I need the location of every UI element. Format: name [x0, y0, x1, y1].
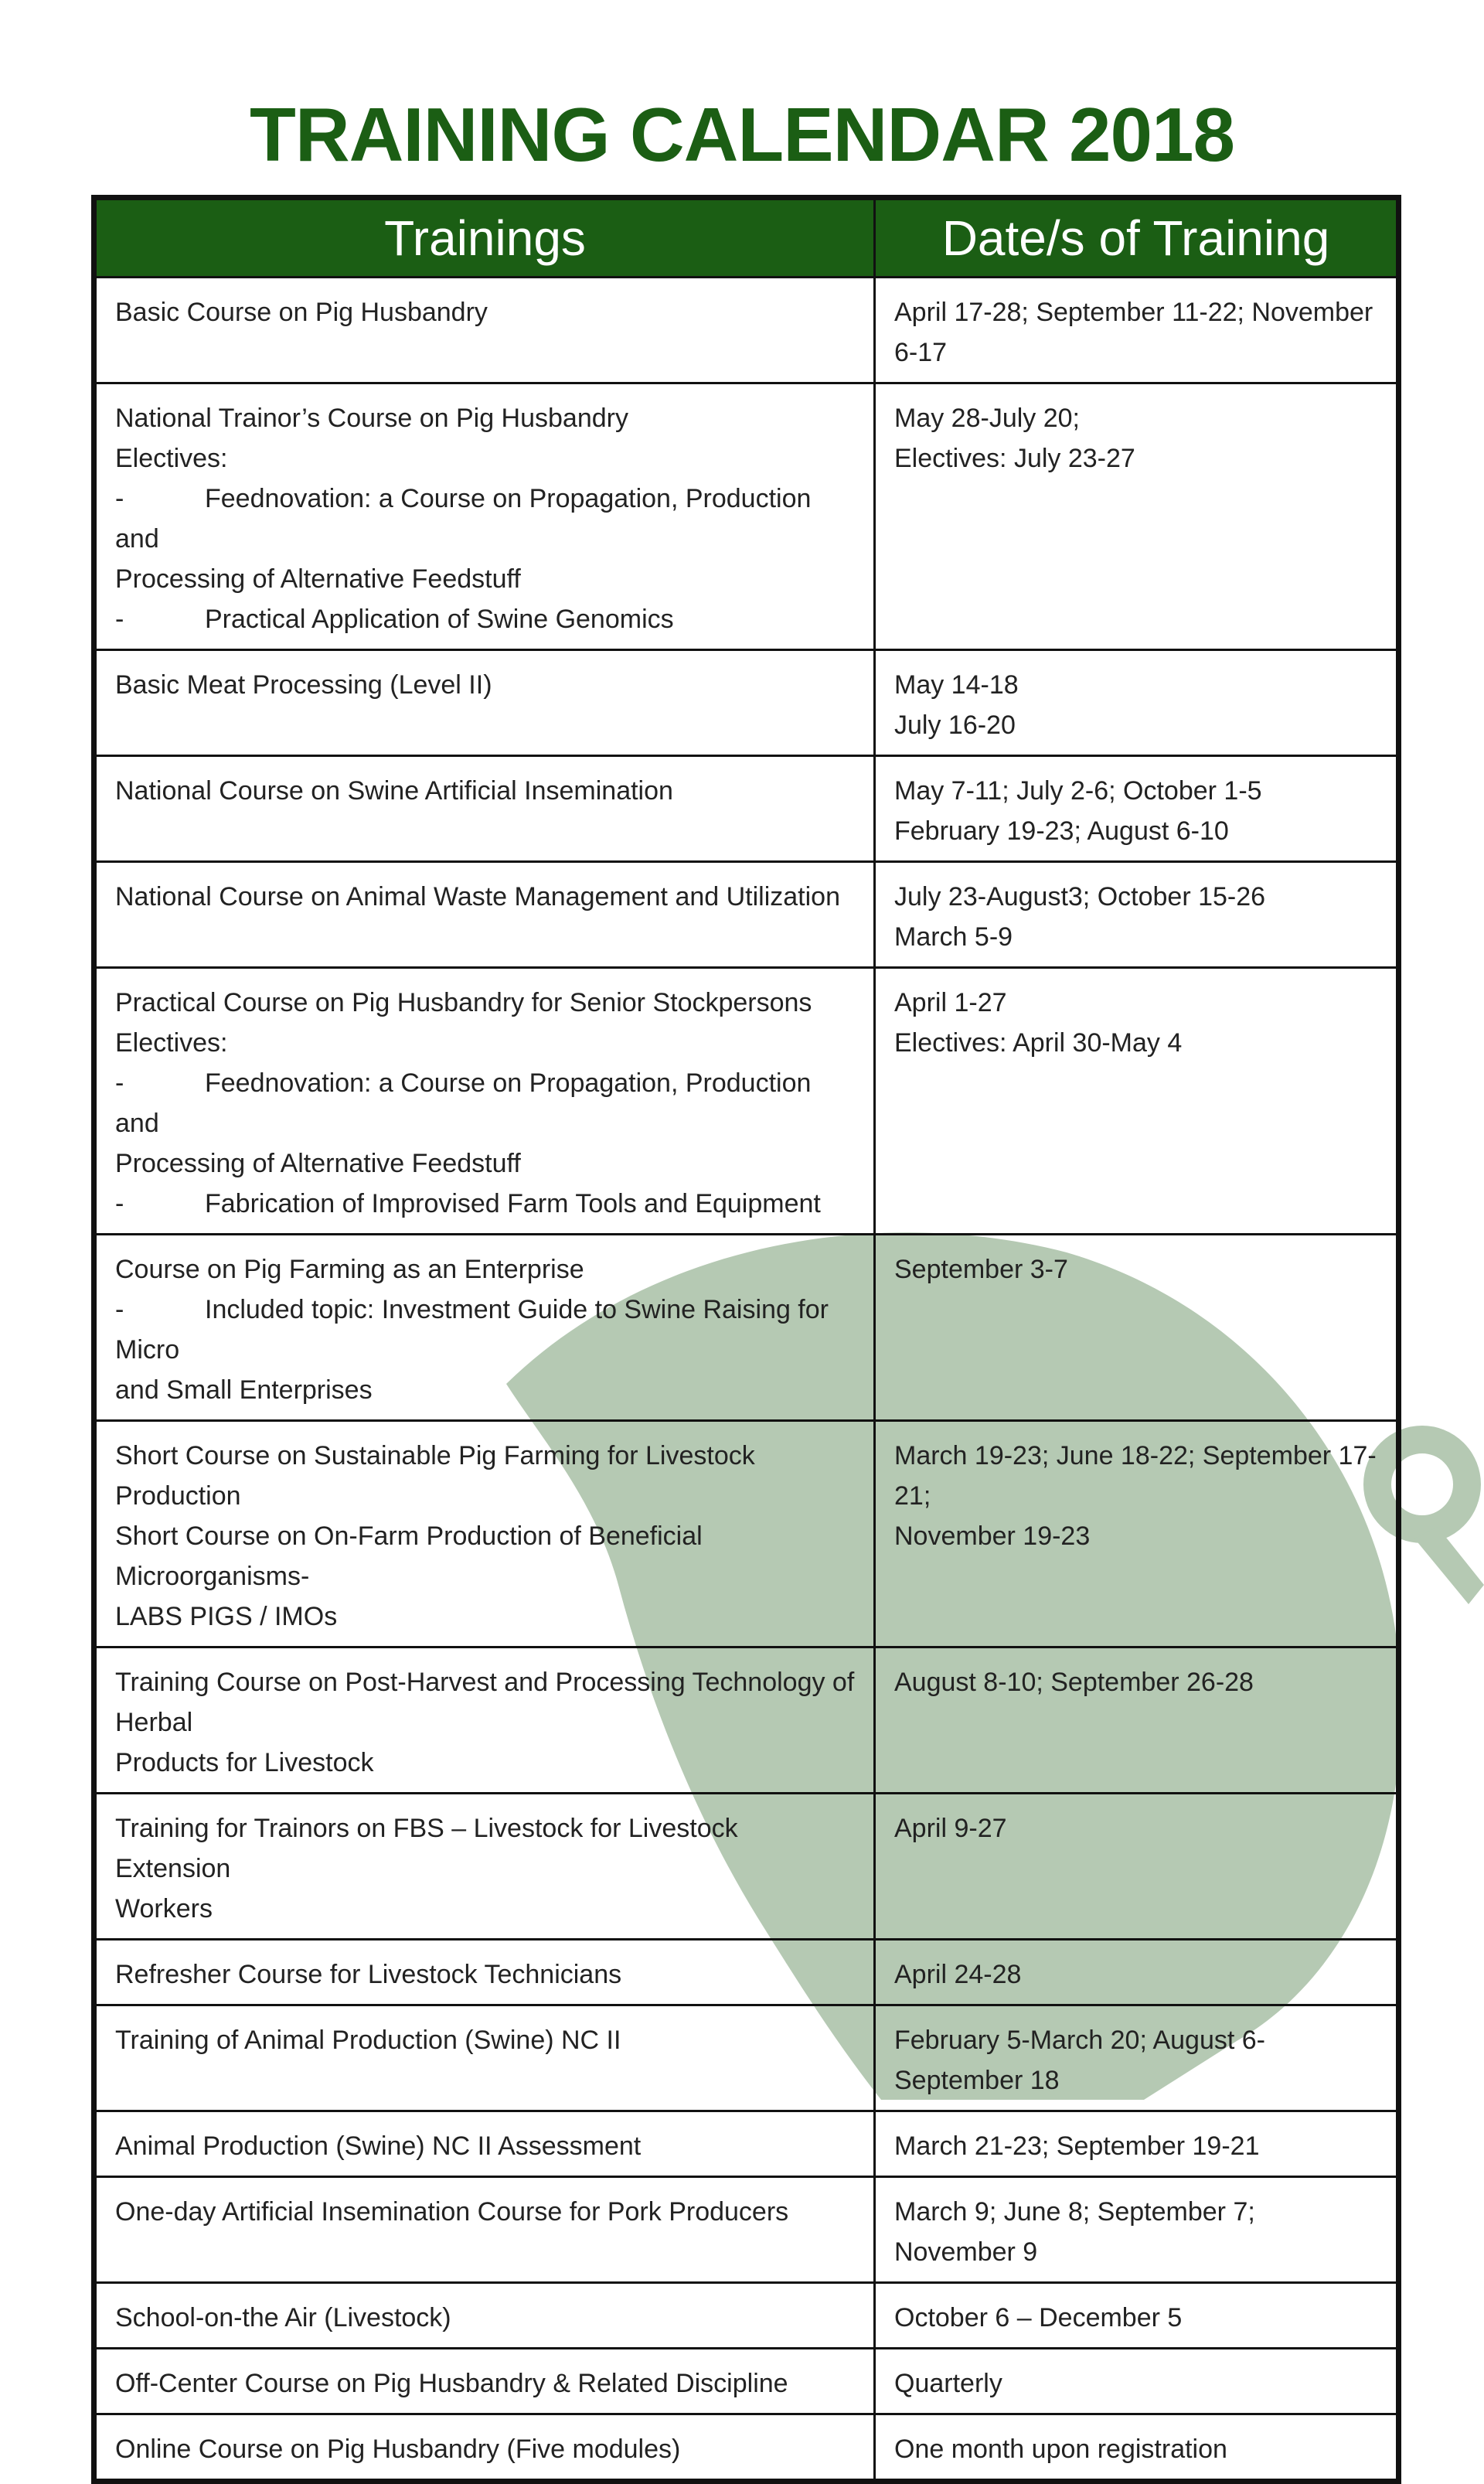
- cell-line: July 16-20: [894, 710, 1016, 740]
- table-row: [94, 968, 1399, 1235]
- training-name-cell: [94, 2111, 875, 2177]
- bullet-line: - Fabrication of Improvised Farm Tools and Equipment: [115, 1189, 821, 1218]
- cell-line: May 14-18: [894, 670, 1019, 700]
- table-row: [94, 2414, 1399, 2482]
- training-name-cell: [94, 1235, 875, 1421]
- table-row: [94, 1940, 1399, 2005]
- cell-line: Off-Center Course on Pig Husbandry & Related Discipline: [115, 2369, 788, 2398]
- training-name-cell: [94, 968, 875, 1235]
- cell-line: Electives: April 30-May 4: [894, 1028, 1183, 1058]
- table-row: [94, 2349, 1399, 2414]
- cell-line: Short Course on On-Farm Production of Beneficial Microorganisms-: [115, 1521, 703, 1591]
- training-name-cell: [94, 1421, 875, 1647]
- training-name-cell: [94, 2283, 875, 2349]
- training-name-cell: [94, 862, 875, 968]
- cell-line: March 5-9: [894, 922, 1013, 952]
- cell-line: and Small Enterprises: [115, 1375, 373, 1405]
- cell-line: March 19-23; June 18-22; September 17-21;: [894, 1441, 1377, 1511]
- cell-line: May 7-11; July 2-6; October 1-5: [894, 776, 1262, 806]
- cell-line: April 1-27: [894, 988, 1007, 1017]
- table-row: [94, 1421, 1399, 1647]
- cell-line: Electives:: [115, 444, 228, 473]
- bullet-line: - Feednovation: a Course on Propagation, Production and: [115, 1068, 812, 1138]
- training-dates-cell: [875, 2414, 1399, 2482]
- training-name-cell: [94, 756, 875, 862]
- cell-line: Course on Pig Farming as an Enterprise: [115, 1255, 584, 1284]
- training-dates-cell: [875, 2283, 1399, 2349]
- cell-line: Short Course on Sustainable Pig Farming for Livestock Production: [115, 1441, 755, 1511]
- table-row: [94, 2177, 1399, 2283]
- table-header-row: [94, 198, 1399, 278]
- table-row: [94, 278, 1399, 383]
- cell-line: LABS PIGS / IMOs: [115, 1602, 338, 1631]
- training-dates-cell: [875, 650, 1399, 756]
- training-name-cell: [94, 2005, 875, 2111]
- cell-line: Electives:: [115, 1028, 228, 1058]
- cell-line: Online Course on Pig Husbandry (Five modules): [115, 2435, 681, 2464]
- training-dates-cell: [875, 1794, 1399, 1940]
- table-body: [94, 278, 1399, 2482]
- table-row: [94, 1647, 1399, 1794]
- training-dates-cell: [875, 1940, 1399, 2005]
- training-dates-cell: [875, 278, 1399, 383]
- header-dates: Date/s of Training: [875, 198, 1399, 278]
- training-name-cell: [94, 1647, 875, 1794]
- cell-line: November 19-23: [894, 1521, 1091, 1551]
- cell-line: National Course on Swine Artificial Insemination: [115, 776, 673, 806]
- cell-line: April 9-27: [894, 1814, 1007, 1843]
- cell-line: February 19-23; August 6-10: [894, 816, 1229, 846]
- cell-line: 6-17: [894, 338, 948, 367]
- table-row: [94, 383, 1399, 650]
- training-dates-cell: [875, 968, 1399, 1235]
- cell-line: April 24-28: [894, 1960, 1022, 1989]
- training-dates-cell: [875, 756, 1399, 862]
- training-name-cell: [94, 1940, 875, 2005]
- cell-line: Processing of Alternative Feedstuff: [115, 1149, 521, 1178]
- cell-line: Practical Course on Pig Husbandry for Senior Stockpersons: [115, 988, 812, 1017]
- cell-line: Products for Livestock: [115, 1748, 374, 1777]
- training-dates-cell: [875, 383, 1399, 650]
- cell-line: Quarterly: [894, 2369, 1002, 2398]
- table-row: [94, 650, 1399, 756]
- training-dates-cell: [875, 2349, 1399, 2414]
- training-dates-cell: [875, 1647, 1399, 1794]
- table-row: [94, 2111, 1399, 2177]
- cell-line: School-on-the Air (Livestock): [115, 2303, 451, 2332]
- bullet-line: - Included topic: Investment Guide to Swine Raising for Micro: [115, 1295, 829, 1365]
- cell-line: Training of Animal Production (Swine) NC II: [115, 2026, 621, 2055]
- table-row: [94, 1235, 1399, 1421]
- header-trainings: Trainings: [94, 198, 875, 278]
- cell-line: National Trainor’s Course on Pig Husbandry: [115, 404, 628, 433]
- training-calendar-table: [91, 195, 1401, 2484]
- training-name-cell: [94, 278, 875, 383]
- training-dates-cell: [875, 2111, 1399, 2177]
- bullet-line: - Practical Application of Swine Genomics: [115, 605, 674, 634]
- cell-line: Animal Production (Swine) NC II Assessment: [115, 2131, 642, 2161]
- table-row: [94, 2005, 1399, 2111]
- cell-line: July 23-August3; October 15-26: [894, 882, 1266, 911]
- cell-line: February 5-March 20; August 6-September 18: [894, 2026, 1266, 2095]
- cell-line: Workers: [115, 1894, 213, 1923]
- cell-line: Training Course on Post-Harvest and Processing Technology of Herbal: [115, 1668, 855, 1737]
- cell-line: October 6 – December 5: [894, 2303, 1183, 2332]
- cell-line: August 8-10; September 26-28: [894, 1668, 1254, 1697]
- cell-line: Electives: July 23-27: [894, 444, 1135, 473]
- training-dates-cell: [875, 2005, 1399, 2111]
- training-name-cell: [94, 1794, 875, 1940]
- cell-line: March 21-23; September 19-21: [894, 2131, 1260, 2161]
- training-name-cell: [94, 650, 875, 756]
- cell-line: Basic Course on Pig Husbandry: [115, 298, 488, 327]
- training-dates-cell: [875, 2177, 1399, 2283]
- training-dates-cell: [875, 1235, 1399, 1421]
- cell-line: September 3-7: [894, 1255, 1068, 1284]
- training-dates-cell: [875, 862, 1399, 968]
- cell-line: One month upon registration: [894, 2435, 1227, 2464]
- training-name-cell: [94, 2414, 875, 2482]
- cell-line: Processing of Alternative Feedstuff: [115, 564, 521, 594]
- cell-line: Basic Meat Processing (Level II): [115, 670, 492, 700]
- cell-line: April 17-28; September 11-22; November: [894, 298, 1373, 327]
- page-title: TRAINING CALENDAR 2018: [250, 92, 1234, 177]
- bullet-line: - Feednovation: a Course on Propagation, Production and: [115, 484, 812, 554]
- training-dates-cell: [875, 1421, 1399, 1647]
- cell-line: Training for Trainors on FBS – Livestock for Livestock Extension: [115, 1814, 738, 1883]
- training-name-cell: [94, 2349, 875, 2414]
- cell-line: Refresher Course for Livestock Technicians: [115, 1960, 622, 1989]
- cell-line: One-day Artificial Insemination Course for Pork Producers: [115, 2197, 789, 2227]
- cell-line: May 28-July 20;: [894, 404, 1080, 433]
- cell-line: National Course on Animal Waste Management and Utilization: [115, 882, 841, 911]
- table-row: [94, 862, 1399, 968]
- cell-line: March 9; June 8; September 7; November 9: [894, 2197, 1255, 2267]
- table-row: [94, 1794, 1399, 1940]
- training-name-cell: [94, 383, 875, 650]
- table-row: [94, 2283, 1399, 2349]
- training-name-cell: [94, 2177, 875, 2283]
- table-row: [94, 756, 1399, 862]
